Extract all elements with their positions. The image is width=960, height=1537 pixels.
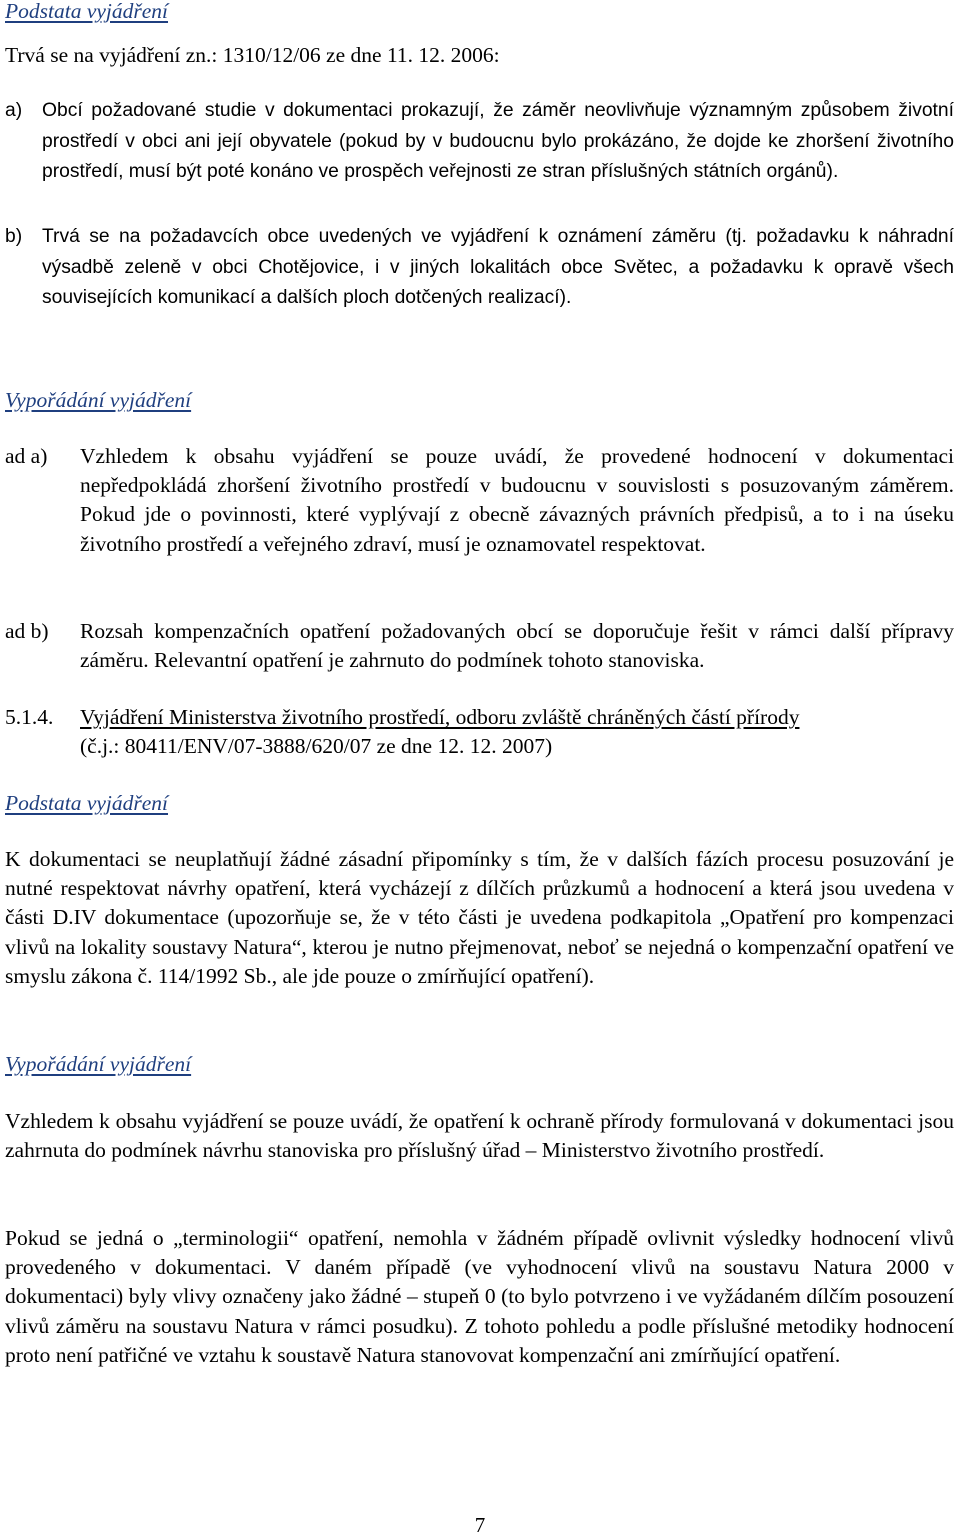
section-5-1-4: [5, 703, 954, 761]
section-number: 5.1.4.: [5, 705, 54, 729]
response-ad-b: [5, 617, 954, 675]
heading-podstata-2: Podstata vyjádření: [5, 791, 169, 815]
heading-vyporadani-2: Vypořádání vyjádření: [5, 1052, 192, 1076]
vyporadani-2-text-2: Pokud se jedná o „terminologii“ opatření, nemohla v žádném případě ovlivnit výsledky hodnocení vlivů provedeného v dokumentaci. V daném případě (ve vyhodnocení vlivů na soustavu Natura 2000 v dokumentaci) byly vlivy označeny jako žádné – stupeň 0 (to bylo potvrzeno i ve vyžádaném dílčím posouzení vlivů záměru na soustavu Natura v rámci posudku). Z tohoto pohledu a podle příslušné metodiky hodnocení proto není patřičné ve vztahu k soustavě Natura stanovovat kompenzační ani zmírňující opatření.: [5, 1226, 954, 1367]
ad-a-text: Vzhledem k obsahu vyjádření se pouze uvádí, že provedené hodnocení v dokumentaci nepředpokládá zhoršení životního prostředí v budoucnu v souvislosti s posuzovaným záměrem. Pokud jde o povinnosti, které vyplývají z obecně závazných právních předpisů, a to i na úseku životního prostředí a veřejného zdraví, musí je oznamovatel respektovat.: [80, 444, 954, 556]
page-number: 7: [474, 1513, 486, 1537]
heading-podstata-1: Podstata vyjádření: [5, 0, 169, 23]
item-a: [5, 96, 954, 188]
item-a-label: a): [5, 100, 23, 121]
ad-b-label: ad b): [5, 619, 49, 643]
reference-line: Trvá se na vyjádření zn.: 1310/12/06 ze dne 11. 12. 2006:: [5, 43, 500, 67]
heading-vyporadani-1: Vypořádání vyjádření: [5, 388, 192, 412]
section-title: Vyjádření Ministerstva životního prostředí, odboru zvláště chráněných částí přírody: [80, 705, 800, 729]
response-ad-a: [5, 442, 954, 559]
ad-a-label: ad a): [5, 444, 48, 468]
item-b: [5, 222, 954, 314]
vyporadani-2-text-1: Vzhledem k obsahu vyjádření se pouze uvádí, že opatření k ochraně přírody formulovaná v dokumentaci jsou zahrnuta do podmínek návrhu stanoviska pro příslušný úřad – Ministerstvo životního prostředí.: [5, 1109, 954, 1163]
ad-b-text: Rozsah kompenzačních opatření požadovaných obcí se doporučuje řešit v rámci další přípravy záměru. Relevantní opatření je zahrnuto do podmínek tohoto stanoviska.: [80, 619, 954, 673]
item-a-text: Obcí požadované studie v dokumentaci prokazují, že záměr neovlivňuje významným způsobem životní prostředí v obci ani její obyvatele (pokud by v budoucnu bylo prokázáno, že dojde ke zhoršení životního prostředí, musí být poté konáno ve prospěch veřejnosti ze stran příslušných státních orgánů).: [42, 100, 954, 182]
item-b-text: Trvá se na požadavcích obce uvedených ve vyjádření k oznámení záměru (tj. požadavku k náhradní výsadbě zeleně v obci Chotějovice, i v jiných lokalitách obce Světec, a požadavku k opravě všech souvisejících komunikací a dalších ploch dotčených realizací).: [42, 226, 954, 308]
section-reference: (č.j.: 80411/ENV/07-3888/620/07 ze dne 12. 12. 2007): [80, 734, 553, 759]
item-b-label: b): [5, 226, 23, 247]
podstata-2-text: K dokumentaci se neuplatňují žádné zásadní připomínky s tím, že v dalších fázích procesu posuzování je nutné respektovat návrhy opatření, která vycházejí z dílčích průzkumů a hodnocení a která jsou uvedena v části D.IV dokumentace (upozorňuje se, že v této části je uvedena podkapitola „Opatření pro kompenzaci vlivů na lokality soustavy Natura“, kterou je nutno přejmenovat, neboť se nejedná o kompenzační opatření ve smyslu zákona č. 114/1992 Sb., ale jde pouze o zmírňující opatření).: [5, 847, 954, 988]
